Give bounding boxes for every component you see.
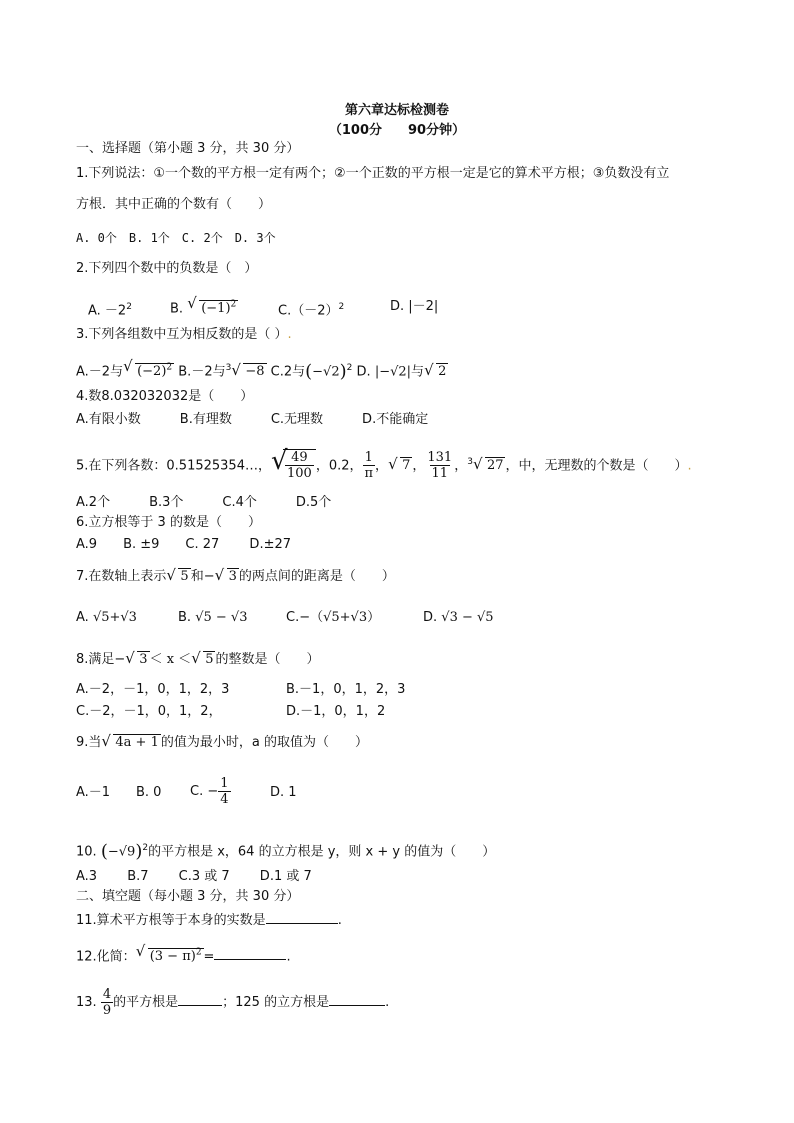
question-2-option-b: B. √ $(-1)^2$ [170, 294, 237, 317]
answer-blank[interactable] [329, 993, 385, 1006]
question-3-stem: 3.下列各组数中互为相反数的是（ ）. [76, 327, 292, 342]
question-7-option-d: D. √3 − √5 [423, 610, 494, 625]
section-fill-heading: 二、填空题（每小题 3 分，共 30 分） [76, 889, 300, 904]
question-9-option-c: C. − $\frac{1}{4}$ [190, 776, 229, 807]
question-2-option-c: $C.(-2)^2$ [278, 302, 345, 319]
question-5-stem: 5.在下列各数：0.51525354…， √ $\frac{49}{100}$ ，0.2， $\frac{1}{\pi}$ ， √ 7 ， $\frac{131}{11}$ ，$^3$ √ 27 ，中，无理数的个数是（ ）. [76, 446, 692, 482]
question-8-stem: 8.满足− √ 3 ＜ x ＜ √ 5 的整数是（ ） [76, 649, 320, 667]
question-9-option-a: A.－1 [76, 785, 111, 800]
question-6-options: A.9 B. ±9 C. 27 D.±27 [76, 537, 292, 552]
answer-blank[interactable] [214, 947, 286, 960]
question-9-option-d: D. 1 [270, 785, 297, 800]
question-1-line1: 1.下列说法：①一个数的平方根一定有两个；②一个正数的平方根一定是它的算术平方根；③负数没有立 [76, 166, 670, 181]
question-3-options: A.－2与 √ $(-2)^2$ B.－2与$^3$ √ −8 C.2与$(-√2)^2$ D. |−√2|与 √ 2 [76, 357, 447, 382]
question-1-line2: 方根．其中正确的个数有（ ） [76, 197, 272, 212]
question-1-options: A. 0个 B. 1个 C. 2个 D. 3个 [76, 231, 276, 245]
question-7-option-c: C.−（√5+√3） [286, 610, 381, 625]
question-4-options: A.有限小数 B.有理数 C.无理数 D.不能确定 [76, 412, 429, 427]
question-8-option-d: D.－1，0，1，2 [286, 704, 386, 719]
question-10-stem: 10. $(-√9)^2$的平方根是 x，64 的立方根是 y，则 x + y 的值为（ ） [76, 840, 496, 862]
question-8-option-b: B.－1，0，1，2，3 [286, 682, 406, 697]
question-2-option-d: D. |－2| [390, 299, 439, 314]
question-12: 12.化简： √ $(3 - \pi)^2$ = . [76, 942, 291, 965]
question-13: 13. $\frac{4}{9}$ 的平方根是 ；125 的立方根是 . [76, 987, 390, 1018]
question-9-option-b: B. 0 [136, 785, 162, 800]
question-2-option-a: A. $-2^2$ [88, 302, 132, 319]
question-7-option-b: B. √5 − √3 [178, 610, 248, 625]
question-10-options: A.3 B.7 C.3 或 7 D.1 或 7 [76, 869, 312, 884]
page-subtitle: （100分 90分钟） [328, 123, 466, 138]
question-5-options: A.2个 B.3个 C.4个 D.5个 [76, 495, 332, 510]
question-8-option-a: A.－2，－1，0，1，2，3 [76, 682, 230, 697]
answer-blank[interactable] [266, 911, 338, 924]
answer-blank[interactable] [178, 993, 222, 1006]
question-8-option-c: C.－2，－1，0，1，2， [76, 704, 222, 719]
page-title: 第六章达标检测卷 [344, 103, 449, 118]
question-7-option-a: A. √5+√3 [76, 610, 137, 625]
question-9-stem: 9.当 √ 4a + 1 的值为最小时，a 的取值为（ ） [76, 732, 368, 750]
question-6-stem: 6.立方根等于 3 的数是（ ） [76, 515, 261, 530]
question-4-stem: 4.数8.032032032是（ ） [76, 389, 254, 404]
section-choice-heading: 一、选择题（第小题 3 分，共 30 分） [76, 141, 300, 156]
question-7-stem: 7.在数轴上表示 √ 5 和− √ 3 的两点间的距离是（ ） [76, 566, 395, 584]
question-11: 11.算术平方根等于本身的实数是 . [76, 913, 342, 928]
question-2-stem: 2.下列四个数中的负数是（ ） [76, 261, 258, 276]
